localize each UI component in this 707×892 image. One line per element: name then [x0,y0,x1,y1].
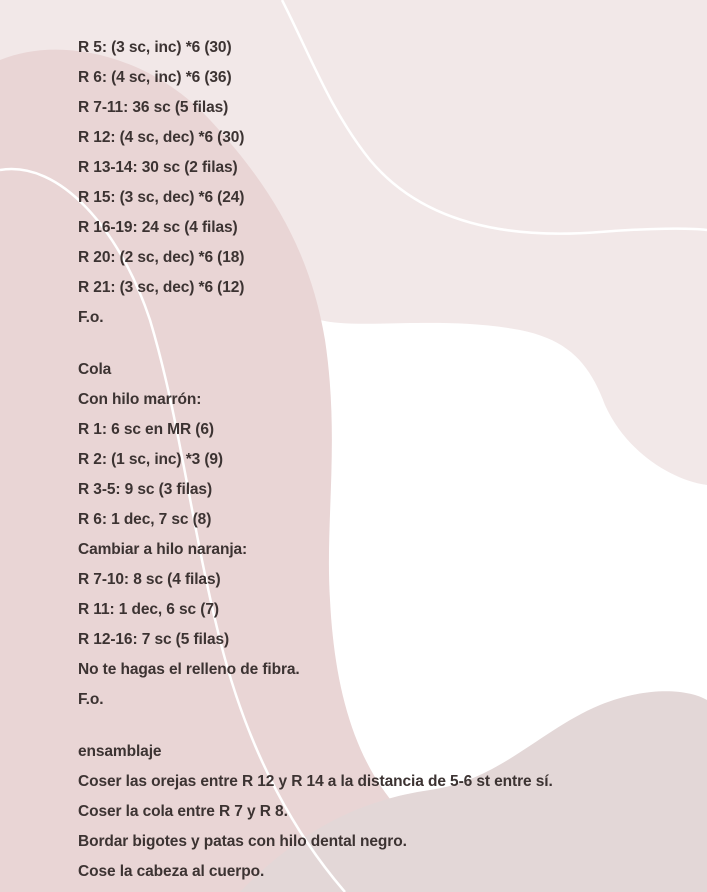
section-title-ensamblaje: ensamblaje [78,743,162,760]
pattern-line: R 21: (3 sc, dec) *6 (12) [78,279,245,296]
pattern-line: R 3-5: 9 sc (3 filas) [78,481,213,498]
pattern-line: R 16-19: 24 sc (4 filas) [78,219,238,236]
section-gap [78,715,687,737]
section-gap [78,333,687,355]
pattern-line: R 6: 1 dec, 7 sc (8) [78,511,212,528]
pattern-line: R 20: (2 sc, dec) *6 (18) [78,249,245,266]
body-rounds-section [78,33,687,333]
pattern-line: Con hilo marrón: [78,391,202,408]
section-title-cola: Cola [78,361,112,378]
pattern-line: R 12-16: 7 sc (5 filas) [78,631,230,648]
pattern-line: R 2: (1 sc, inc) *3 (9) [78,451,223,468]
instruction-line: Bordar bigotes y patas con hilo dental negro. [78,833,407,850]
pattern-line: Cambiar a hilo naranja: [78,541,248,558]
pattern-line: R 7-10: 8 sc (4 filas) [78,571,221,588]
pattern-line: R 11: 1 dec, 6 sc (7) [78,601,219,618]
pattern-line: R 13-14: 30 sc (2 filas) [78,159,238,176]
pattern-line: F.o. [78,309,104,326]
pattern-line: R 12: (4 sc, dec) *6 (30) [78,129,245,146]
instruction-line: Cose la cabeza al cuerpo. [78,863,265,880]
pattern-line: R 6: (4 sc, inc) *6 (36) [78,69,232,86]
document-content [78,33,687,887]
pattern-line: No te hagas el relleno de fibra. [78,661,300,678]
instruction-line: Coser las orejas entre R 12 y R 14 a la distancia de 5-6 st entre sí. [78,773,553,790]
pattern-line: R 15: (3 sc, dec) *6 (24) [78,189,245,206]
pattern-line: R 5: (3 sc, inc) *6 (30) [78,39,232,56]
pattern-line: R 1: 6 sc en MR (6) [78,421,214,438]
assembly-section [78,737,687,887]
tail-section [78,355,687,715]
pattern-line: R 7-11: 36 sc (5 filas) [78,99,229,116]
instruction-line: Coser la cola entre R 7 y R 8. [78,803,288,820]
pattern-line: F.o. [78,691,104,708]
